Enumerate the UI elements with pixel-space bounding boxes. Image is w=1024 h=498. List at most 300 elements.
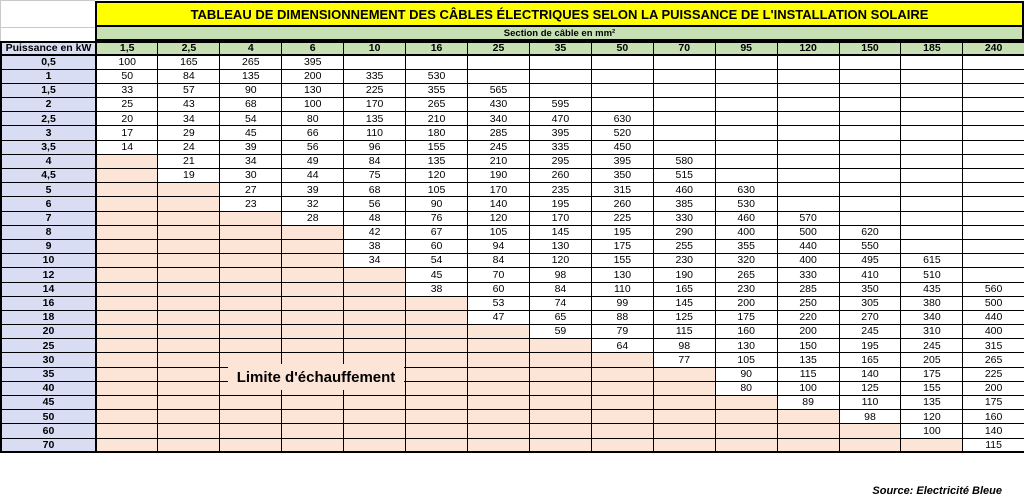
max-length-value-cell: 84 bbox=[344, 154, 406, 168]
overheating-limit-cell bbox=[282, 325, 344, 339]
overheating-limit-cell bbox=[529, 424, 591, 438]
column-header-section-mm2: 240 bbox=[963, 42, 1024, 55]
overheating-limit-cell bbox=[529, 339, 591, 353]
max-length-value-cell: 290 bbox=[653, 225, 715, 239]
max-length-value-cell: 265 bbox=[715, 268, 777, 282]
max-length-value-cell: 355 bbox=[715, 239, 777, 253]
max-length-value-cell: 225 bbox=[591, 211, 653, 225]
max-length-value-cell: 105 bbox=[715, 353, 777, 367]
overheating-limit-cell bbox=[96, 154, 158, 168]
row-header-power-kw: 3 bbox=[1, 126, 96, 140]
max-length-value-cell: 54 bbox=[406, 254, 468, 268]
overheating-limit-cell bbox=[158, 410, 220, 424]
empty-cell bbox=[777, 83, 839, 97]
max-length-value-cell: 20 bbox=[96, 112, 158, 126]
max-length-value-cell: 270 bbox=[839, 310, 901, 324]
overheating-limit-cell bbox=[220, 225, 282, 239]
max-length-value-cell: 245 bbox=[901, 339, 963, 353]
max-length-value-cell: 27 bbox=[220, 183, 282, 197]
max-length-value-cell: 260 bbox=[529, 169, 591, 183]
table-row bbox=[1, 55, 1024, 69]
max-length-value-cell: 60 bbox=[406, 239, 468, 253]
max-length-value-cell: 38 bbox=[406, 282, 468, 296]
empty-cell bbox=[901, 211, 963, 225]
overheating-limit-cell bbox=[158, 183, 220, 197]
max-length-value-cell: 255 bbox=[653, 239, 715, 253]
max-length-value-cell: 120 bbox=[468, 211, 530, 225]
max-length-value-cell: 115 bbox=[777, 367, 839, 381]
overheating-limit-cell bbox=[220, 410, 282, 424]
overheating-limit-cell bbox=[468, 438, 530, 452]
empty-cell bbox=[963, 225, 1024, 239]
overheating-limit-cell bbox=[282, 254, 344, 268]
overheating-limit-cell bbox=[406, 381, 468, 395]
max-length-value-cell: 60 bbox=[468, 282, 530, 296]
column-header-section-mm2: 50 bbox=[591, 42, 653, 55]
max-length-value-cell: 570 bbox=[777, 211, 839, 225]
column-header-section-mm2: 6 bbox=[282, 42, 344, 55]
empty-cell bbox=[839, 55, 901, 69]
max-length-value-cell: 66 bbox=[282, 126, 344, 140]
max-length-value-cell: 56 bbox=[344, 197, 406, 211]
max-length-value-cell: 21 bbox=[158, 154, 220, 168]
max-length-value-cell: 210 bbox=[468, 154, 530, 168]
max-length-value-cell: 230 bbox=[715, 282, 777, 296]
max-length-value-cell: 84 bbox=[158, 69, 220, 83]
max-length-value-cell: 100 bbox=[777, 381, 839, 395]
max-length-value-cell: 110 bbox=[344, 126, 406, 140]
max-length-value-cell: 245 bbox=[839, 325, 901, 339]
max-length-value-cell: 88 bbox=[591, 310, 653, 324]
empty-cell bbox=[839, 211, 901, 225]
overheating-limit-cell bbox=[653, 410, 715, 424]
max-length-value-cell: 495 bbox=[839, 254, 901, 268]
empty-cell bbox=[715, 83, 777, 97]
max-length-value-cell: 350 bbox=[839, 282, 901, 296]
row-header-power-kw: 0,5 bbox=[1, 55, 96, 69]
max-length-value-cell: 120 bbox=[901, 410, 963, 424]
max-length-value-cell: 160 bbox=[963, 410, 1024, 424]
row-header-power-kw: 2 bbox=[1, 98, 96, 112]
max-length-value-cell: 315 bbox=[591, 183, 653, 197]
max-length-value-cell: 98 bbox=[653, 339, 715, 353]
overheating-limit-cell bbox=[529, 396, 591, 410]
max-length-value-cell: 180 bbox=[406, 126, 468, 140]
empty-cell bbox=[901, 239, 963, 253]
overheating-limit-cell bbox=[344, 339, 406, 353]
table-row bbox=[1, 154, 1024, 168]
max-length-value-cell: 84 bbox=[529, 282, 591, 296]
max-length-value-cell: 435 bbox=[901, 282, 963, 296]
table-row bbox=[1, 239, 1024, 253]
max-length-value-cell: 17 bbox=[96, 126, 158, 140]
overheating-limit-cell bbox=[220, 268, 282, 282]
max-length-value-cell: 96 bbox=[344, 140, 406, 154]
max-length-value-cell: 380 bbox=[901, 296, 963, 310]
empty-cell bbox=[963, 239, 1024, 253]
column-header-section-mm2: 35 bbox=[529, 42, 591, 55]
table-row bbox=[1, 396, 1024, 410]
max-length-value-cell: 265 bbox=[220, 55, 282, 69]
overheating-limit-cell bbox=[344, 438, 406, 452]
overheating-limit-cell bbox=[96, 225, 158, 239]
empty-cell bbox=[591, 69, 653, 83]
overheating-limit-cell bbox=[96, 211, 158, 225]
overheating-limit-cell bbox=[96, 282, 158, 296]
max-length-value-cell: 105 bbox=[468, 225, 530, 239]
empty-cell bbox=[653, 55, 715, 69]
overheating-limit-cell bbox=[653, 367, 715, 381]
empty-cell bbox=[963, 126, 1024, 140]
overheating-limit-cell bbox=[653, 381, 715, 395]
table-row bbox=[1, 197, 1024, 211]
empty-cell bbox=[839, 154, 901, 168]
overheating-limit-cell bbox=[96, 197, 158, 211]
max-length-value-cell: 220 bbox=[777, 310, 839, 324]
empty-cell bbox=[777, 197, 839, 211]
max-length-value-cell: 410 bbox=[839, 268, 901, 282]
max-length-value-cell: 34 bbox=[158, 112, 220, 126]
empty-cell bbox=[591, 83, 653, 97]
empty-cell bbox=[839, 126, 901, 140]
empty-cell bbox=[777, 140, 839, 154]
max-length-value-cell: 50 bbox=[96, 69, 158, 83]
empty-cell bbox=[963, 112, 1024, 126]
max-length-value-cell: 260 bbox=[591, 197, 653, 211]
empty-cell bbox=[715, 126, 777, 140]
overheating-limit-cell bbox=[468, 396, 530, 410]
max-length-value-cell: 34 bbox=[344, 254, 406, 268]
overheating-limit-cell bbox=[777, 438, 839, 452]
table-row bbox=[1, 83, 1024, 97]
overheating-limit-cell bbox=[344, 310, 406, 324]
row-header-power-kw: 60 bbox=[1, 424, 96, 438]
max-length-value-cell: 450 bbox=[591, 140, 653, 154]
max-length-value-cell: 125 bbox=[653, 310, 715, 324]
max-length-value-cell: 29 bbox=[158, 126, 220, 140]
overheating-limit-cell bbox=[158, 353, 220, 367]
overheating-limit-cell bbox=[96, 183, 158, 197]
empty-cell bbox=[529, 55, 591, 69]
empty-cell bbox=[653, 83, 715, 97]
max-length-value-cell: 98 bbox=[529, 268, 591, 282]
max-length-value-cell: 39 bbox=[220, 140, 282, 154]
max-length-value-cell: 200 bbox=[715, 296, 777, 310]
max-length-value-cell: 135 bbox=[901, 396, 963, 410]
max-length-value-cell: 67 bbox=[406, 225, 468, 239]
overheating-limit-cell bbox=[282, 268, 344, 282]
max-length-value-cell: 195 bbox=[529, 197, 591, 211]
empty-cell bbox=[468, 69, 530, 83]
max-length-value-cell: 285 bbox=[468, 126, 530, 140]
empty-cell bbox=[839, 183, 901, 197]
max-length-value-cell: 140 bbox=[963, 424, 1024, 438]
table-row bbox=[1, 282, 1024, 296]
max-length-value-cell: 135 bbox=[220, 69, 282, 83]
empty-cell bbox=[715, 140, 777, 154]
overheating-limit-cell bbox=[591, 424, 653, 438]
overheating-limit-cell bbox=[591, 367, 653, 381]
row-header-power-kw: 30 bbox=[1, 353, 96, 367]
max-length-value-cell: 400 bbox=[963, 325, 1024, 339]
row-header-power-kw: 25 bbox=[1, 339, 96, 353]
max-length-value-cell: 310 bbox=[901, 325, 963, 339]
max-length-value-cell: 70 bbox=[468, 268, 530, 282]
overheating-limit-cell bbox=[96, 410, 158, 424]
max-length-value-cell: 400 bbox=[777, 254, 839, 268]
overheating-limit-cell bbox=[468, 410, 530, 424]
table-row bbox=[1, 169, 1024, 183]
max-length-value-cell: 45 bbox=[406, 268, 468, 282]
overheating-limit-cell bbox=[406, 325, 468, 339]
column-header-row bbox=[1, 42, 1024, 55]
max-length-value-cell: 190 bbox=[653, 268, 715, 282]
overheating-limit-cell bbox=[839, 438, 901, 452]
max-length-value-cell: 190 bbox=[468, 169, 530, 183]
max-length-value-cell: 47 bbox=[468, 310, 530, 324]
max-length-value-cell: 30 bbox=[220, 169, 282, 183]
empty-cell bbox=[715, 154, 777, 168]
overheating-limit-cell bbox=[468, 339, 530, 353]
max-length-value-cell: 130 bbox=[591, 268, 653, 282]
empty-cell bbox=[777, 98, 839, 112]
max-length-value-cell: 34 bbox=[220, 154, 282, 168]
max-length-value-cell: 500 bbox=[963, 296, 1024, 310]
row-header-power-kw: 18 bbox=[1, 310, 96, 324]
overheating-limit-cell bbox=[653, 424, 715, 438]
overheating-limit-cell bbox=[282, 225, 344, 239]
overheating-limit-cell bbox=[282, 310, 344, 324]
max-length-value-cell: 105 bbox=[406, 183, 468, 197]
empty-cell bbox=[963, 83, 1024, 97]
max-length-value-cell: 42 bbox=[344, 225, 406, 239]
max-length-value-cell: 170 bbox=[468, 183, 530, 197]
overheating-limit-cell bbox=[96, 339, 158, 353]
max-length-value-cell: 77 bbox=[653, 353, 715, 367]
max-length-value-cell: 175 bbox=[963, 396, 1024, 410]
overheating-limit-cell bbox=[220, 239, 282, 253]
overheating-limit-cell bbox=[158, 239, 220, 253]
max-length-value-cell: 330 bbox=[653, 211, 715, 225]
max-length-value-cell: 315 bbox=[963, 339, 1024, 353]
max-length-value-cell: 235 bbox=[529, 183, 591, 197]
overheating-limit-cell bbox=[96, 438, 158, 452]
empty-cell bbox=[468, 55, 530, 69]
overheating-limit-cell bbox=[901, 438, 963, 452]
max-length-value-cell: 65 bbox=[529, 310, 591, 324]
overheating-limit-cell bbox=[344, 424, 406, 438]
overheating-limit-cell bbox=[158, 310, 220, 324]
overheating-limit-cell bbox=[529, 410, 591, 424]
empty-cell bbox=[591, 55, 653, 69]
max-length-value-cell: 130 bbox=[715, 339, 777, 353]
row-header-power-kw: 12 bbox=[1, 268, 96, 282]
empty-cell bbox=[963, 69, 1024, 83]
max-length-value-cell: 56 bbox=[282, 140, 344, 154]
empty-cell bbox=[777, 112, 839, 126]
overheating-limit-cell bbox=[96, 381, 158, 395]
overheating-limit-cell bbox=[406, 296, 468, 310]
table-row bbox=[1, 183, 1024, 197]
empty-cell bbox=[963, 197, 1024, 211]
overheating-limit-cell bbox=[158, 381, 220, 395]
max-length-value-cell: 155 bbox=[406, 140, 468, 154]
table-row bbox=[1, 438, 1024, 452]
row-header-power-kw: 10 bbox=[1, 254, 96, 268]
max-length-value-cell: 175 bbox=[591, 239, 653, 253]
overheating-limit-cell bbox=[344, 396, 406, 410]
max-length-value-cell: 230 bbox=[653, 254, 715, 268]
max-length-value-cell: 130 bbox=[282, 83, 344, 97]
max-length-value-cell: 395 bbox=[529, 126, 591, 140]
max-length-value-cell: 115 bbox=[653, 325, 715, 339]
row-header-power-kw: 3,5 bbox=[1, 140, 96, 154]
section-header: Section de câble en mm² bbox=[95, 27, 1024, 41]
max-length-value-cell: 38 bbox=[344, 239, 406, 253]
max-length-value-cell: 205 bbox=[901, 353, 963, 367]
max-length-value-cell: 110 bbox=[591, 282, 653, 296]
column-header-section-mm2: 2,5 bbox=[158, 42, 220, 55]
overheating-limit-cell bbox=[220, 282, 282, 296]
max-length-value-cell: 340 bbox=[468, 112, 530, 126]
overheating-limit-cell bbox=[96, 367, 158, 381]
table-row bbox=[1, 353, 1024, 367]
overheating-limit-cell bbox=[220, 424, 282, 438]
max-length-value-cell: 98 bbox=[839, 410, 901, 424]
empty-cell bbox=[777, 55, 839, 69]
max-length-value-cell: 19 bbox=[158, 169, 220, 183]
empty-cell bbox=[839, 98, 901, 112]
empty-cell bbox=[839, 197, 901, 211]
overheating-limit-cell bbox=[715, 410, 777, 424]
empty-cell bbox=[901, 154, 963, 168]
max-length-value-cell: 470 bbox=[529, 112, 591, 126]
overheating-limit-cell bbox=[220, 211, 282, 225]
overheating-limit-label: Limite d'échauffement bbox=[228, 364, 404, 390]
table-row bbox=[1, 126, 1024, 140]
overheating-limit-cell bbox=[158, 282, 220, 296]
max-length-value-cell: 160 bbox=[715, 325, 777, 339]
overheating-limit-cell bbox=[344, 410, 406, 424]
max-length-value-cell: 630 bbox=[591, 112, 653, 126]
max-length-value-cell: 175 bbox=[715, 310, 777, 324]
max-length-value-cell: 560 bbox=[963, 282, 1024, 296]
max-length-value-cell: 510 bbox=[901, 268, 963, 282]
empty-cell bbox=[839, 83, 901, 97]
empty-cell bbox=[963, 183, 1024, 197]
max-length-value-cell: 23 bbox=[220, 197, 282, 211]
max-length-value-cell: 125 bbox=[839, 381, 901, 395]
empty-cell bbox=[963, 55, 1024, 69]
max-length-value-cell: 395 bbox=[282, 55, 344, 69]
max-length-value-cell: 335 bbox=[344, 69, 406, 83]
overheating-limit-cell bbox=[406, 410, 468, 424]
empty-cell bbox=[777, 126, 839, 140]
max-length-value-cell: 225 bbox=[344, 83, 406, 97]
max-length-value-cell: 80 bbox=[715, 381, 777, 395]
max-length-value-cell: 565 bbox=[468, 83, 530, 97]
max-length-value-cell: 400 bbox=[715, 225, 777, 239]
overheating-limit-cell bbox=[282, 339, 344, 353]
empty-cell bbox=[901, 169, 963, 183]
max-length-value-cell: 90 bbox=[406, 197, 468, 211]
overheating-limit-cell bbox=[158, 325, 220, 339]
max-length-value-cell: 285 bbox=[777, 282, 839, 296]
empty-cell bbox=[901, 83, 963, 97]
overheating-limit-cell bbox=[220, 339, 282, 353]
column-header-section-mm2: 120 bbox=[777, 42, 839, 55]
max-length-value-cell: 440 bbox=[963, 310, 1024, 324]
empty-cell bbox=[901, 69, 963, 83]
overheating-limit-cell bbox=[406, 396, 468, 410]
max-length-value-cell: 120 bbox=[529, 254, 591, 268]
max-length-value-cell: 165 bbox=[839, 353, 901, 367]
empty-cell bbox=[715, 55, 777, 69]
overheating-limit-cell bbox=[158, 268, 220, 282]
max-length-value-cell: 320 bbox=[715, 254, 777, 268]
max-length-value-cell: 99 bbox=[591, 296, 653, 310]
max-length-value-cell: 165 bbox=[158, 55, 220, 69]
max-length-value-cell: 460 bbox=[715, 211, 777, 225]
max-length-value-cell: 64 bbox=[591, 339, 653, 353]
overheating-limit-cell bbox=[282, 396, 344, 410]
table-row bbox=[1, 140, 1024, 154]
overheating-limit-cell bbox=[96, 310, 158, 324]
row-header-power-kw: 2,5 bbox=[1, 112, 96, 126]
empty-cell bbox=[653, 140, 715, 154]
max-length-value-cell: 250 bbox=[777, 296, 839, 310]
max-length-value-cell: 195 bbox=[839, 339, 901, 353]
empty-cell bbox=[901, 55, 963, 69]
empty-cell bbox=[653, 126, 715, 140]
overheating-limit-cell bbox=[529, 381, 591, 395]
column-header-section-mm2: 25 bbox=[468, 42, 530, 55]
max-length-value-cell: 53 bbox=[468, 296, 530, 310]
overheating-limit-cell bbox=[468, 353, 530, 367]
max-length-value-cell: 305 bbox=[839, 296, 901, 310]
max-length-value-cell: 195 bbox=[591, 225, 653, 239]
row-header-power-kw: 8 bbox=[1, 225, 96, 239]
empty-cell bbox=[839, 140, 901, 154]
empty-cell bbox=[901, 112, 963, 126]
row-header-power-kw: 40 bbox=[1, 381, 96, 395]
max-length-value-cell: 57 bbox=[158, 83, 220, 97]
max-length-value-cell: 135 bbox=[406, 154, 468, 168]
overheating-limit-cell bbox=[158, 225, 220, 239]
max-length-value-cell: 100 bbox=[282, 98, 344, 112]
column-header-section-mm2: 1,5 bbox=[96, 42, 158, 55]
overheating-limit-cell bbox=[158, 396, 220, 410]
empty-cell bbox=[963, 98, 1024, 112]
overheating-limit-cell bbox=[344, 282, 406, 296]
overheating-limit-cell bbox=[220, 254, 282, 268]
max-length-value-cell: 550 bbox=[839, 239, 901, 253]
overheating-limit-cell bbox=[344, 325, 406, 339]
column-header-section-mm2: 185 bbox=[901, 42, 963, 55]
overheating-limit-cell bbox=[220, 296, 282, 310]
overheating-limit-cell bbox=[282, 239, 344, 253]
max-length-value-cell: 28 bbox=[282, 211, 344, 225]
empty-cell bbox=[901, 98, 963, 112]
max-length-value-cell: 120 bbox=[406, 169, 468, 183]
max-length-value-cell: 430 bbox=[468, 98, 530, 112]
empty-cell bbox=[344, 55, 406, 69]
overheating-limit-cell bbox=[96, 296, 158, 310]
max-length-value-cell: 100 bbox=[901, 424, 963, 438]
overheating-limit-cell bbox=[591, 396, 653, 410]
blank-corner bbox=[0, 0, 95, 41]
overheating-limit-cell bbox=[282, 282, 344, 296]
